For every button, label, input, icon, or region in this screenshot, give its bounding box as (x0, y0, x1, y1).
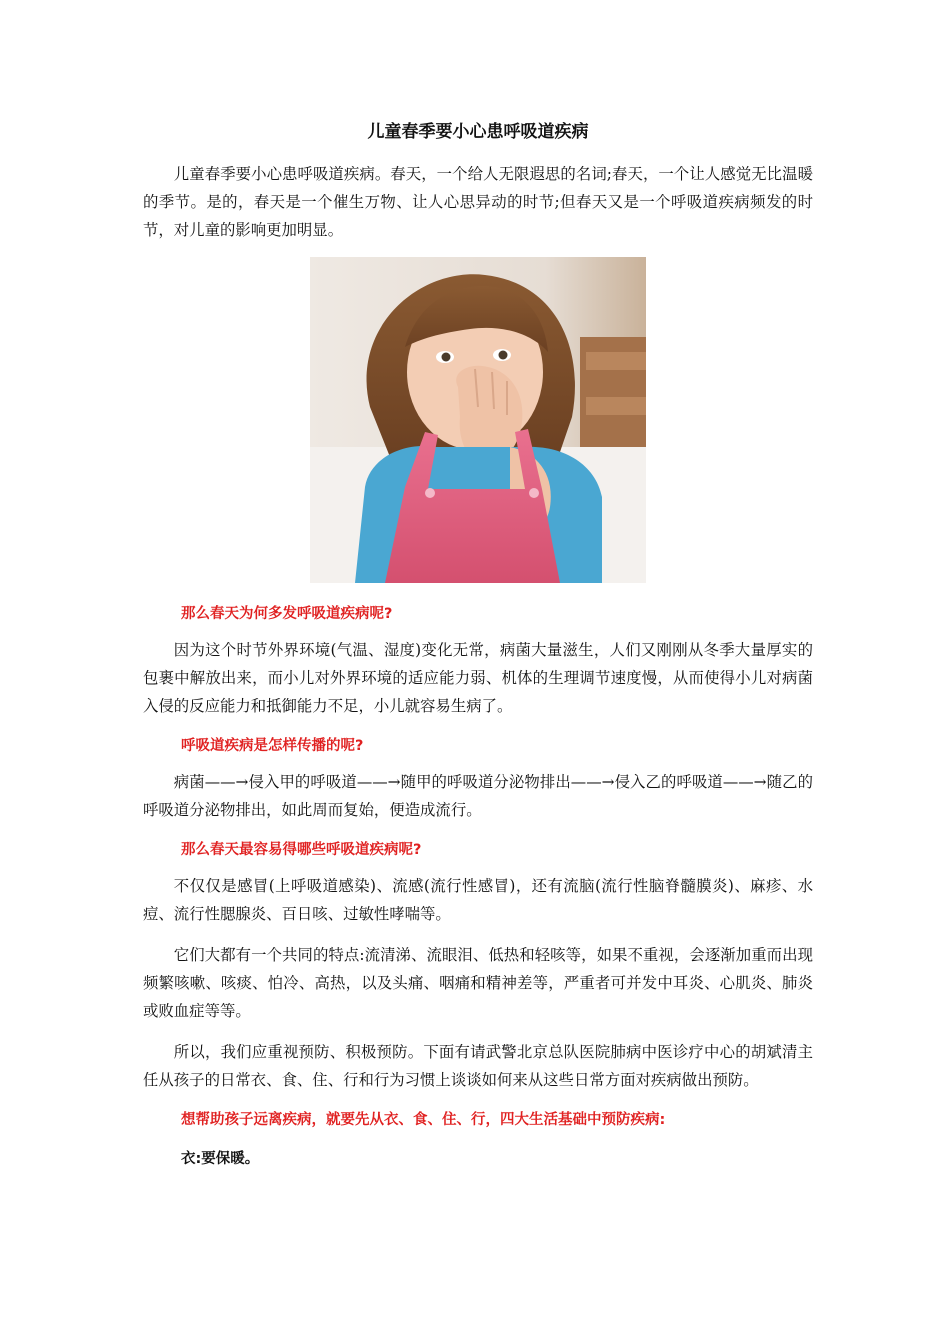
document-title: 儿童春季要小心患呼吸道疾病 (367, 122, 589, 142)
child-photo-illustration (310, 257, 646, 583)
intro-paragraph: 儿童春季要小心患呼吸道疾病。春天，一个给人无限遐思的名词;春天，一个让人感觉无比温暖的季节。是的，春天是一个催生万物、让人心思异动的时节;但春天又是一个呼吸道疾病频发的时节，对儿童的影响更加明显。 (143, 165, 813, 239)
section-paragraph-symptoms: 它们大都有一个共同的特点:流清涕、流眼泪、低热和轻咳等，如果不重视，会逐渐加重而出现频繁咳嗽、咳痰、怕冷、高热，以及头痛、咽痛和精神差等，严重者可并发中耳炎、心肌炎、肺炎或败血症等等。 (143, 946, 813, 1020)
section-heading-why-spring: 那么春天为何多发呼吸道疾病呢? (181, 606, 393, 622)
section-paragraph-prevention-intro: 所以，我们应重视预防、积极预防。下面有请武警北京总队医院肺病中医诊疗中心的胡斌清主任从孩子的日常衣、食、住、行和行为习惯上谈谈如何来从这些日常方面对疾病做出预防。 (143, 1043, 813, 1089)
prevention-heading: 想帮助孩子远离疾病，就要先从衣、食、住、行，四大生活基础中预防疾病: (181, 1112, 666, 1128)
child-photo (310, 257, 646, 583)
section-heading-transmission: 呼吸道疾病是怎样传播的呢? (181, 738, 364, 754)
section-paragraph-disease-list: 不仅仅是感冒(上呼吸道感染)、流感(流行性感冒)，还有流脑(流行性脑脊髓膜炎)、麻疹、水痘、流行性腮腺炎、百日咳、过敏性哮喘等。 (143, 877, 813, 923)
section-paragraph-transmission: 病菌——→侵入甲的呼吸道——→随甲的呼吸道分泌物排出——→侵入乙的呼吸道——→随乙的呼吸道分泌物排出，如此周而复始，便造成流行。 (143, 773, 813, 819)
section-paragraph-why-spring: 因为这个时节外界环境(气温、湿度)变化无常，病菌大量滋生，人们又刚刚从冬季大量厚实的包裹中解放出来，而小儿对外界环境的适应能力弱、机体的生理调节速度慢，从而使得小儿对病菌入侵的反应能力和抵御能力不足，小儿就容易生病了。 (143, 641, 813, 715)
section-heading-common-diseases: 那么春天最容易得哪些呼吸道疾病呢? (181, 842, 422, 858)
clothing-heading: 衣:要保暖。 (181, 1151, 260, 1167)
document-page (143, 120, 813, 1172)
